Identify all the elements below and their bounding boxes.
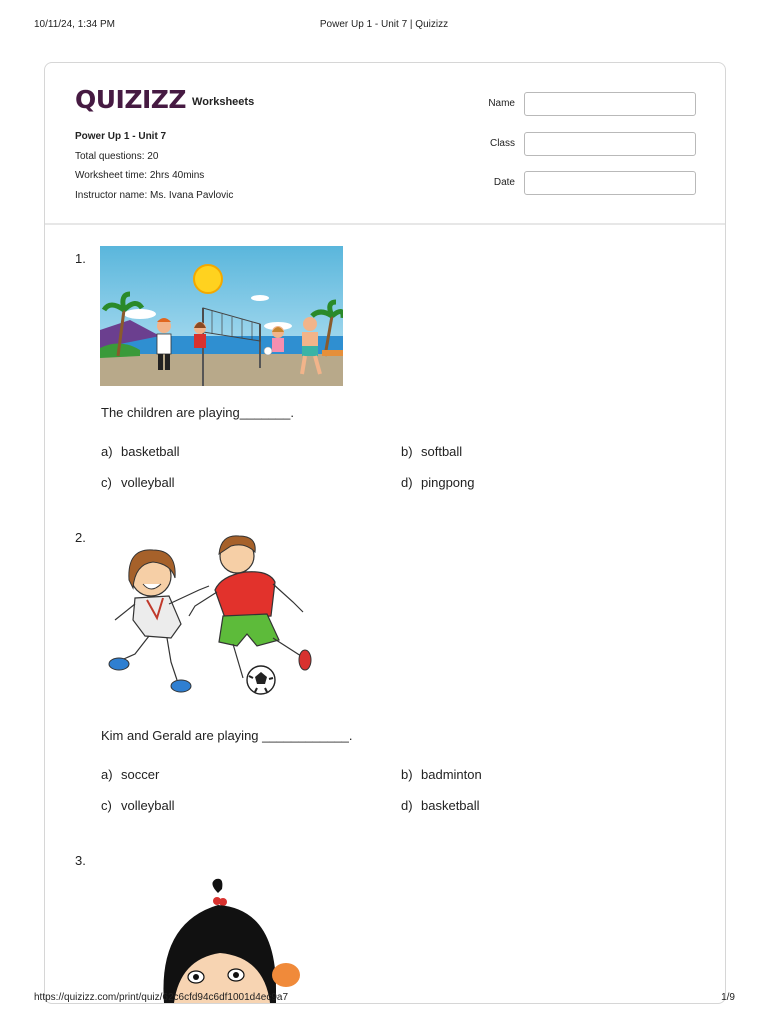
option-text: basketball	[121, 444, 180, 459]
question-number: 2.	[75, 530, 86, 545]
option-text: volleyball	[121, 798, 175, 813]
option-text: badminton	[421, 767, 482, 782]
print-url: https://quizizz.com/print/quiz/62c6cfd94c6df1001d4ec9a7	[34, 992, 289, 1003]
question-text: Kim and Gerald are playing ____________.	[101, 728, 353, 743]
question-number: 1.	[75, 251, 86, 266]
kids-playing-soccer-image	[105, 528, 330, 703]
option-b[interactable]	[401, 444, 462, 459]
class-field[interactable]	[524, 132, 696, 156]
quizizz-logo: QUIZIZZ	[75, 85, 187, 114]
option-d[interactable]	[401, 798, 480, 813]
brand-subtitle: Worksheets	[192, 95, 255, 108]
option-b[interactable]	[401, 767, 482, 782]
option-d[interactable]	[401, 475, 475, 490]
option-text: basketball	[421, 798, 480, 813]
worksheet-title: Power Up 1 - Unit 7	[75, 131, 167, 142]
option-letter: c)	[101, 798, 112, 813]
option-text: softball	[421, 444, 463, 459]
option-a[interactable]	[101, 444, 180, 459]
print-title: Power Up 1 - Unit 7 | Quizizz	[319, 19, 449, 30]
option-c[interactable]	[101, 475, 174, 490]
option-letter: d)	[401, 798, 413, 813]
option-letter: a)	[101, 444, 113, 459]
worksheet-header	[45, 63, 725, 225]
option-text: volleyball	[121, 475, 175, 490]
option-letter: d)	[401, 475, 413, 490]
girl-cartoon-image	[100, 849, 343, 1003]
name-label: Name	[488, 98, 515, 109]
worksheet-time: Worksheet time: 2hrs 40mins	[75, 170, 205, 181]
print-header	[0, 0, 768, 40]
option-letter: b)	[401, 444, 413, 459]
total-questions: Total questions: 20	[75, 150, 159, 162]
option-letter: b)	[401, 767, 413, 782]
option-c[interactable]	[101, 798, 174, 813]
option-a[interactable]	[101, 767, 159, 782]
class-label: Class	[489, 138, 515, 149]
worksheet-meta	[75, 127, 233, 205]
print-footer	[0, 990, 768, 1010]
date-field[interactable]	[524, 171, 696, 195]
question-number: 3.	[75, 853, 86, 868]
option-letter: c)	[101, 475, 112, 490]
instructor-name: Instructor name: Ms. Ivana Pavlovic	[75, 189, 234, 201]
print-datetime: 10/11/24, 1:34 PM	[34, 19, 115, 30]
option-letter: a)	[101, 767, 113, 782]
date-label: Date	[493, 177, 515, 188]
brand	[75, 85, 254, 114]
page-number: 1/9	[721, 992, 735, 1003]
option-text: pingpong	[421, 475, 475, 490]
option-text: soccer	[121, 767, 160, 782]
name-field[interactable]	[524, 92, 696, 116]
question-text: The children are playing_______.	[101, 405, 294, 420]
beach-volleyball-image	[100, 246, 343, 386]
worksheet-card	[44, 62, 726, 1004]
